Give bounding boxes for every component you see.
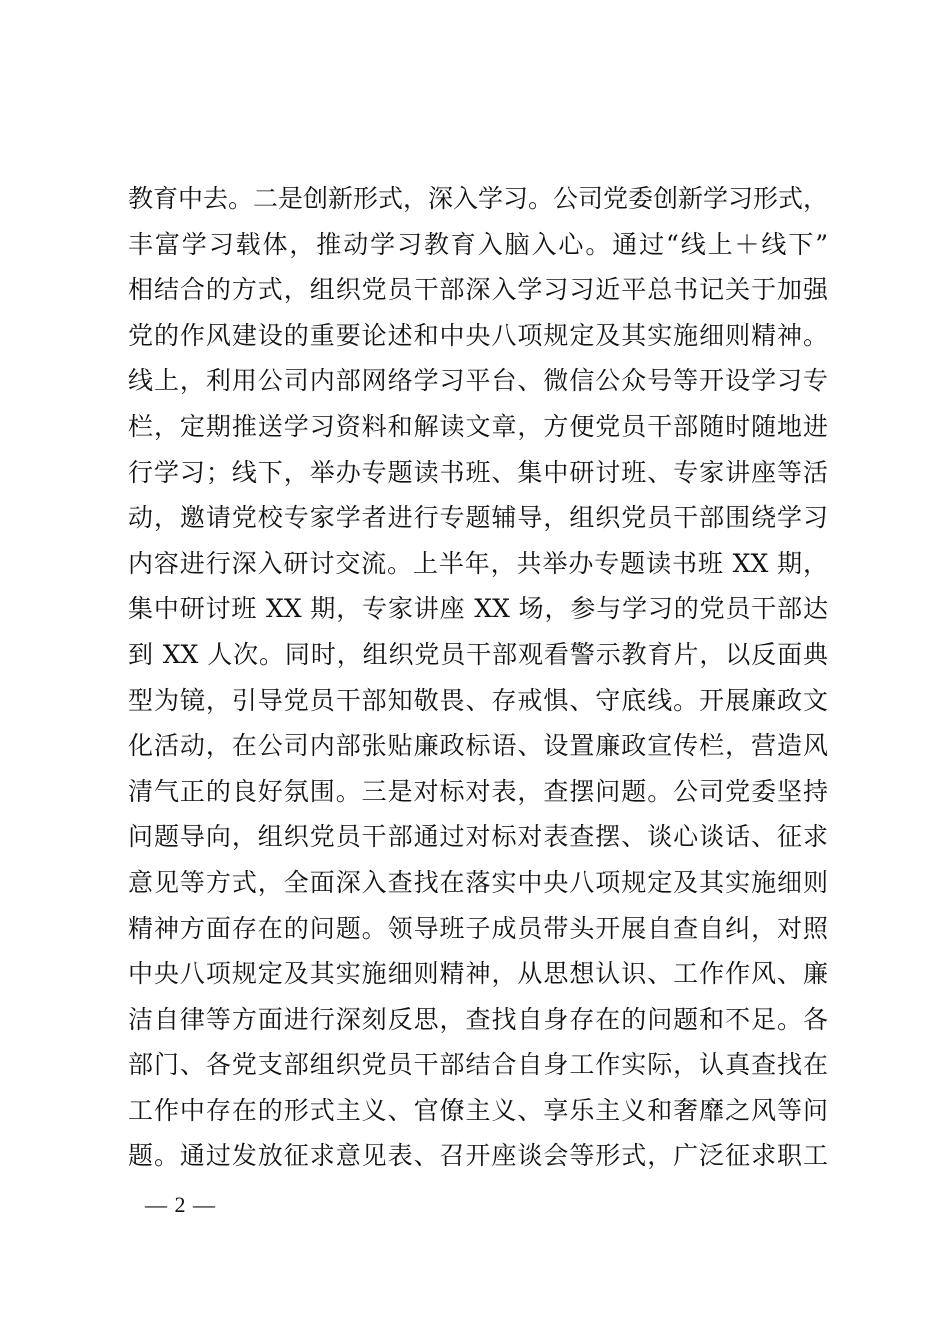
text-line-18: 中央八项规定及其实施细则精神，从思想认识、工作作风、廉 <box>128 959 828 989</box>
text-line-15: 问题导向，组织党员干部通过对标对表查摆、谈心谈话、征求 <box>128 822 828 852</box>
text-line-2: 丰富学习载体，推动学习教育入脑入心。通过“线上＋线下” <box>128 229 828 259</box>
text-line-17: 精神方面存在的问题。领导班子成员带头开展自查自纠，对照 <box>128 913 828 943</box>
body-text <box>128 176 828 1179</box>
text-line-11: 到 XX 人次。同时，组织党员干部观看警示教育片，以反面典 <box>128 639 828 669</box>
text-line-13: 化活动，在公司内部张贴廉政标语、设置廉政宣传栏，营造风 <box>128 731 828 761</box>
text-line-10: 集中研讨班 XX 期，专家讲座 XX 场，参与学习的党员干部达 <box>128 594 828 624</box>
text-line-5: 线上，利用公司内部网络学习平台、微信公众号等开设学习专 <box>128 366 828 396</box>
text-line-7: 行学习；线下，举办专题读书班、集中研讨班、专家讲座等活 <box>128 457 828 487</box>
text-line-8: 动，邀请党校专家学者进行专题辅导，组织党员干部围绕学习 <box>128 503 828 533</box>
text-line-3: 相结合的方式，组织党员干部深入学习习近平总书记关于加强 <box>128 275 828 305</box>
text-line-4: 党的作风建设的重要论述和中央八项规定及其实施细则精神。 <box>128 320 828 350</box>
text-line-9: 内容进行深入研讨交流。上半年，共举办专题读书班 XX 期， <box>128 548 828 578</box>
text-line-19: 洁自律等方面进行深刻反思，查找自身存在的问题和不足。各 <box>128 1004 828 1034</box>
text-line-20: 部门、各党支部组织党员干部结合自身工作实际，认真查找在 <box>128 1050 828 1080</box>
text-line-6: 栏，定期推送学习资料和解读文章，方便党员干部随时随地进 <box>128 411 828 441</box>
text-line-1: 教育中去。二是创新形式，深入学习。公司党委创新学习形式， <box>128 184 828 213</box>
page-number: — 2 — <box>145 1192 216 1217</box>
text-line-12: 型为镜，引导党员干部知敬畏、存戒惧、守底线。开展廉政文 <box>128 685 828 715</box>
text-line-22: 题。通过发放征求意见表、召开座谈会等形式，广泛征求职工 <box>128 1141 828 1171</box>
text-line-16: 意见等方式，全面深入查找在落实中央八项规定及其实施细则 <box>128 867 828 897</box>
text-line-21: 工作中存在的形式主义、官僚主义、享乐主义和奢靡之风等问 <box>128 1095 828 1125</box>
text-line-14: 清气正的良好氛围。三是对标对表，查摆问题。公司党委坚持 <box>128 776 828 806</box>
